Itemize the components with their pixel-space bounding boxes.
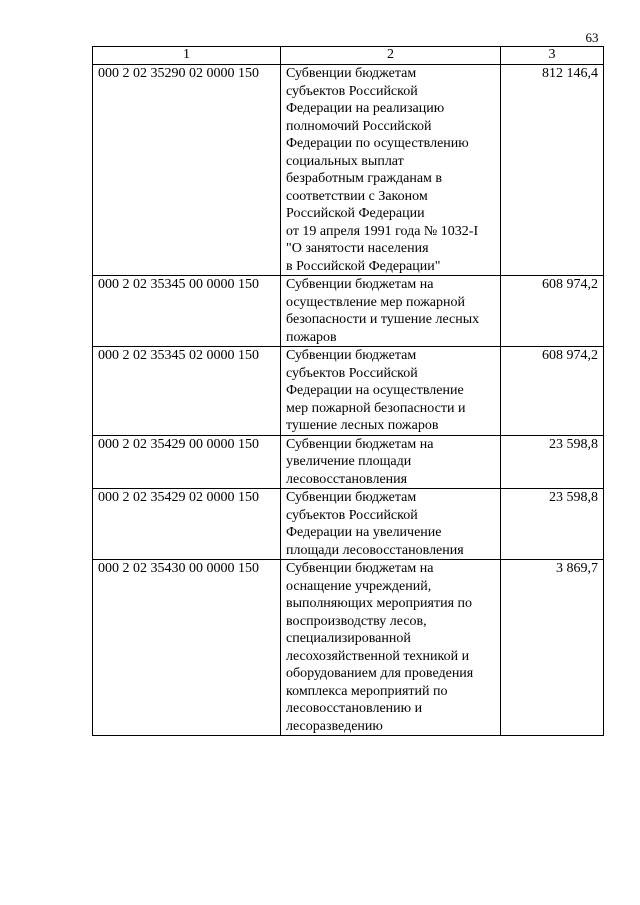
description-cell — [281, 489, 501, 560]
amount-cell: 23 598,8 — [501, 435, 604, 489]
budget-table — [92, 46, 604, 736]
table-row — [93, 489, 604, 560]
description-line: Федерации на реализацию — [286, 101, 445, 116]
description-line: увеличение площади — [286, 454, 412, 469]
description-line: воспроизводству лесов, — [286, 613, 427, 629]
description-line: лесоразведению — [286, 718, 383, 734]
description-line: тушение лесных пожаров — [286, 418, 439, 433]
description-cell — [281, 435, 501, 489]
description-line: выполняющих мероприятия по — [286, 596, 473, 611]
table-body — [93, 65, 604, 736]
amount-cell: 608 974,2 — [501, 276, 604, 347]
description-cell — [281, 347, 501, 436]
description-cell — [281, 65, 501, 276]
description-line: безработным гражданам в — [286, 171, 443, 186]
budget-code-cell: 000 2 02 35345 00 0000 150 — [93, 276, 281, 347]
table-row — [93, 65, 604, 276]
description-line: субъектов Российской — [286, 83, 418, 99]
table-row — [93, 560, 604, 736]
description-line: в Российской Федерации" — [286, 258, 441, 274]
description-line: мер пожарной безопасности и — [286, 400, 466, 416]
description-line: лесовосстановления — [286, 471, 408, 487]
budget-code-cell: 000 2 02 35429 02 0000 150 — [93, 489, 281, 560]
amount-cell: 608 974,2 — [501, 347, 604, 436]
description-line: Федерации на осуществление — [286, 383, 464, 398]
description-line: оснащение учреждений, — [286, 578, 432, 594]
column-header-name: 2 — [281, 47, 501, 65]
table-row — [93, 435, 604, 489]
description-line: Субвенции бюджетам — [286, 490, 417, 505]
description-line: лесовосстановлению и — [286, 701, 423, 716]
description-line: субъектов Российской — [286, 365, 418, 381]
column-header-amount: 3 — [501, 47, 604, 65]
budget-code-cell: 000 2 02 35429 00 0000 150 — [93, 435, 281, 489]
description-line: Субвенции бюджетам на — [286, 561, 434, 576]
description-line: лесохозяйственной техникой и — [286, 648, 470, 664]
description-line: оборудованием для проведения — [286, 666, 474, 681]
description-line: Федерации по осуществлению — [286, 136, 469, 151]
table-row — [93, 347, 604, 436]
description-line: специализированной — [286, 631, 411, 646]
table-header-row — [93, 47, 604, 65]
description-line: социальных выплат — [286, 153, 404, 169]
description-line: Субвенции бюджетам на — [286, 277, 434, 292]
amount-cell: 23 598,8 — [501, 489, 604, 560]
amount-cell: 812 146,4 — [501, 65, 604, 276]
description-line: от 19 апреля 1991 года № 1032-I — [286, 223, 479, 239]
description-line: Субвенции бюджетам на — [286, 436, 434, 452]
budget-code-cell: 000 2 02 35430 00 0000 150 — [93, 560, 281, 736]
table-row — [93, 276, 604, 347]
description-cell — [281, 276, 501, 347]
page-number: 63 — [585, 30, 599, 45]
description-line: пожаров — [286, 329, 337, 345]
description-line: полномочий Российской — [286, 118, 432, 134]
description-line: Субвенции бюджетам — [286, 66, 417, 81]
description-line: безопасности и тушение лесных — [286, 312, 480, 327]
budget-code-cell: 000 2 02 35290 02 0000 150 — [93, 65, 281, 276]
description-line: Федерации на увеличение — [286, 525, 442, 540]
column-header-code: 1 — [93, 47, 281, 65]
description-line: "О занятости населения — [286, 241, 429, 256]
description-line: субъектов Российской — [286, 507, 418, 523]
amount-cell: 3 869,7 — [501, 560, 604, 736]
budget-code-cell: 000 2 02 35345 02 0000 150 — [93, 347, 281, 436]
description-line: комплекса мероприятий по — [286, 683, 448, 699]
description-line: Субвенции бюджетам — [286, 348, 417, 363]
description-line: Российской Федерации — [286, 206, 425, 221]
description-line: площади лесовосстановления — [286, 542, 464, 558]
description-cell — [281, 560, 501, 736]
description-line: осуществление мер пожарной — [286, 294, 465, 310]
description-line: соответствии с Законом — [286, 188, 428, 204]
